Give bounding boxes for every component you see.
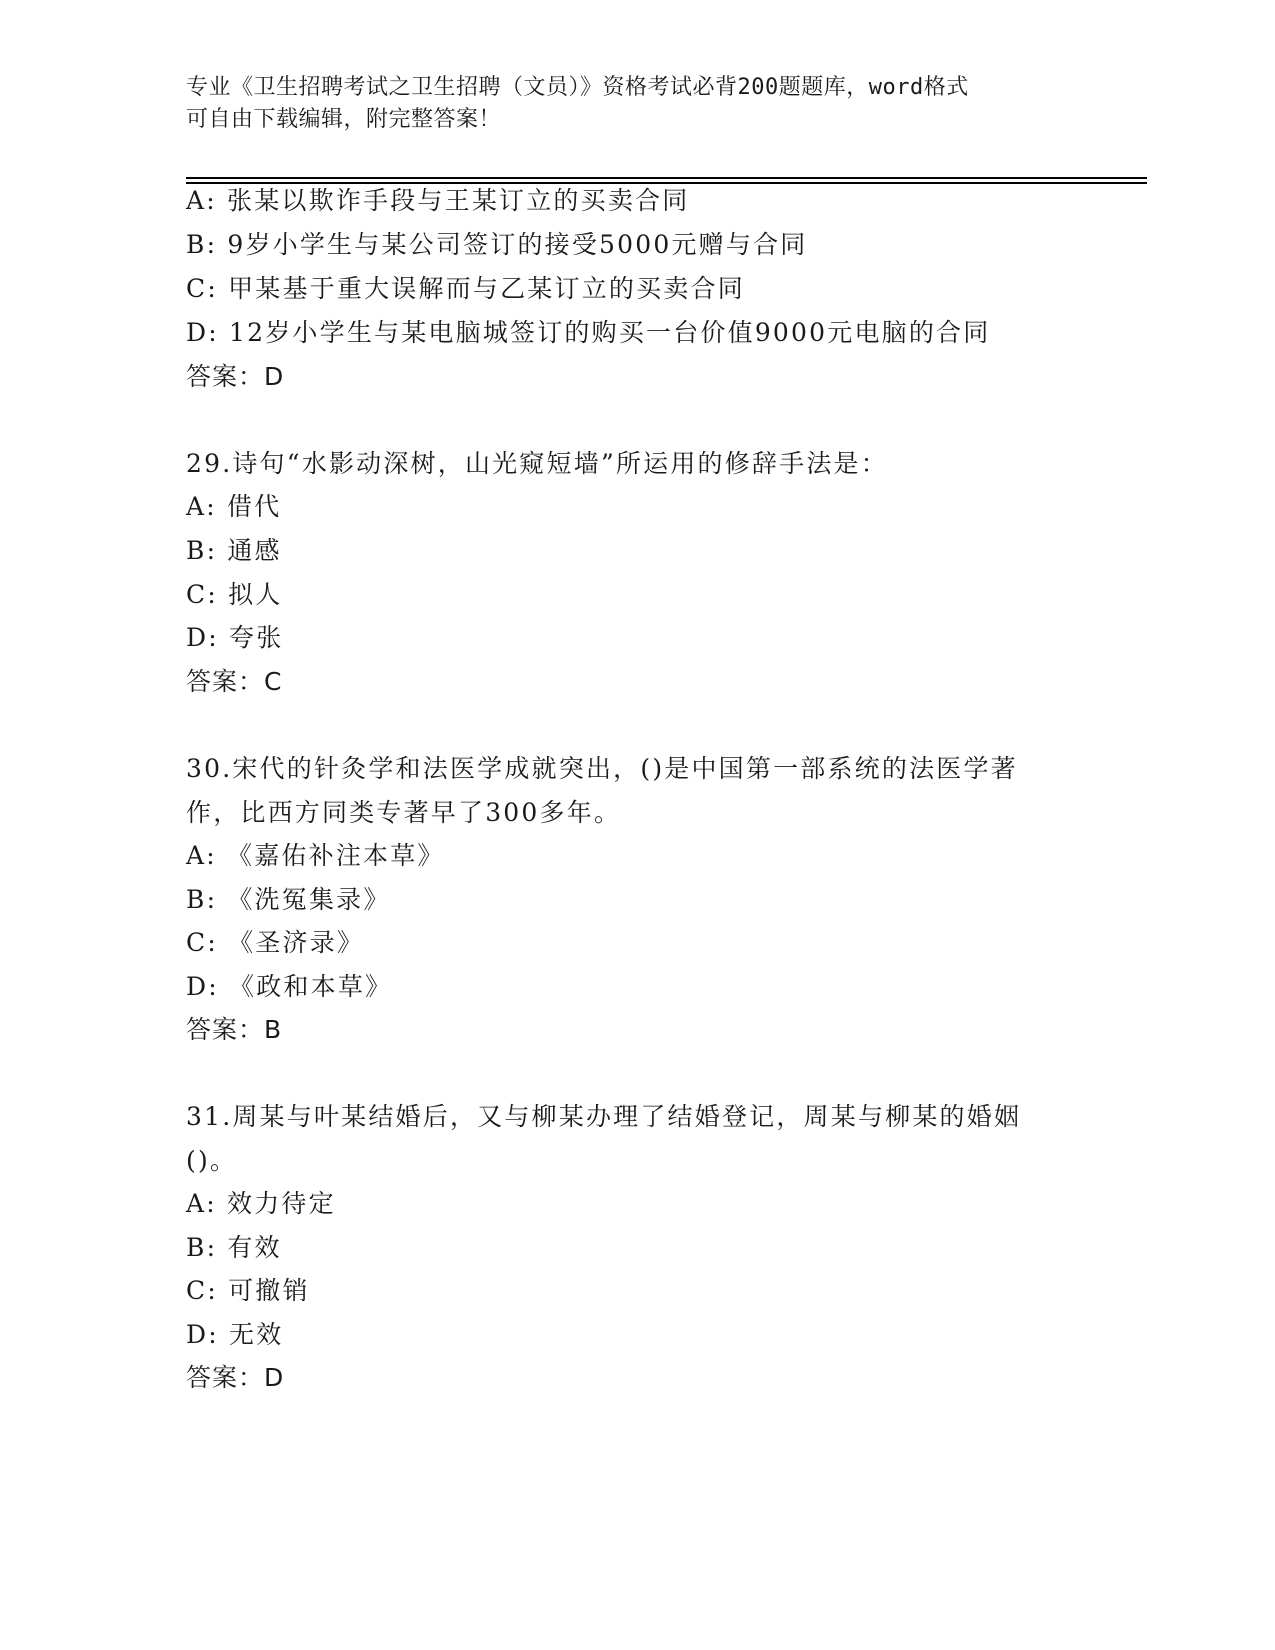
q31-answer: 答案：D: [186, 1363, 285, 1392]
q29-option-d: D: 夸张: [186, 623, 284, 652]
q29-answer: 答案：C: [186, 667, 283, 696]
q31-question-line-2: ()。: [186, 1146, 238, 1175]
header-title-line-2: 可自由下载编辑，附完整答案！: [186, 107, 502, 132]
q30-option-c: C: 《圣济录》: [186, 928, 365, 957]
q29-option-b: B: 通感: [186, 536, 282, 565]
q28-option-a: A: 张某以欺诈手段与王某订立的买卖合同: [186, 186, 690, 215]
q30-option-b: B: 《洗冤集录》: [186, 885, 391, 914]
header-title-line-1: 专业《卫生招聘考试之卫生招聘（文员）》资格考试必背200题题库，word格式: [186, 75, 969, 100]
q31-question-line-1: 31.周某与叶某结婚后，又与柳某办理了结婚登记，周某与柳某的婚姻: [186, 1102, 1022, 1131]
q30-question-line-1: 30.宋代的针灸学和法医学成就突出，()是中国第一部系统的法医学著: [186, 754, 1018, 783]
q30-question-line-2: 作，比西方同类专著早了300多年。: [186, 798, 622, 827]
q31-option-b: B: 有效: [186, 1233, 282, 1262]
q30-option-a: A: 《嘉佑补注本草》: [186, 841, 445, 870]
header-divider-bottom: [186, 182, 1147, 184]
q29-option-c: C: 拟人: [186, 580, 283, 609]
q29-question: 29.诗句“水影动深树，山光窥短墙”所运用的修辞手法是：: [186, 449, 888, 478]
q31-option-d: D: 无效: [186, 1320, 284, 1349]
q29-option-a: A: 借代: [186, 492, 282, 521]
q28-option-c: C: 甲某基于重大误解而与乙某订立的买卖合同: [186, 274, 745, 303]
header-divider-top: [186, 177, 1147, 179]
document-header: [186, 72, 1086, 136]
q28-option-d: D: 12岁小学生与某电脑城签订的购买一台价值9000元电脑的合同: [186, 318, 991, 347]
q31-option-c: C: 可撤销: [186, 1276, 310, 1305]
q30-answer: 答案：B: [186, 1015, 283, 1044]
q28-answer: 答案：D: [186, 362, 285, 391]
q28-option-b: B: 9岁小学生与某公司签订的接受5000元赠与合同: [186, 230, 808, 259]
q30-option-d: D: 《政和本草》: [186, 972, 393, 1001]
q31-option-a: A: 效力待定: [186, 1189, 336, 1218]
